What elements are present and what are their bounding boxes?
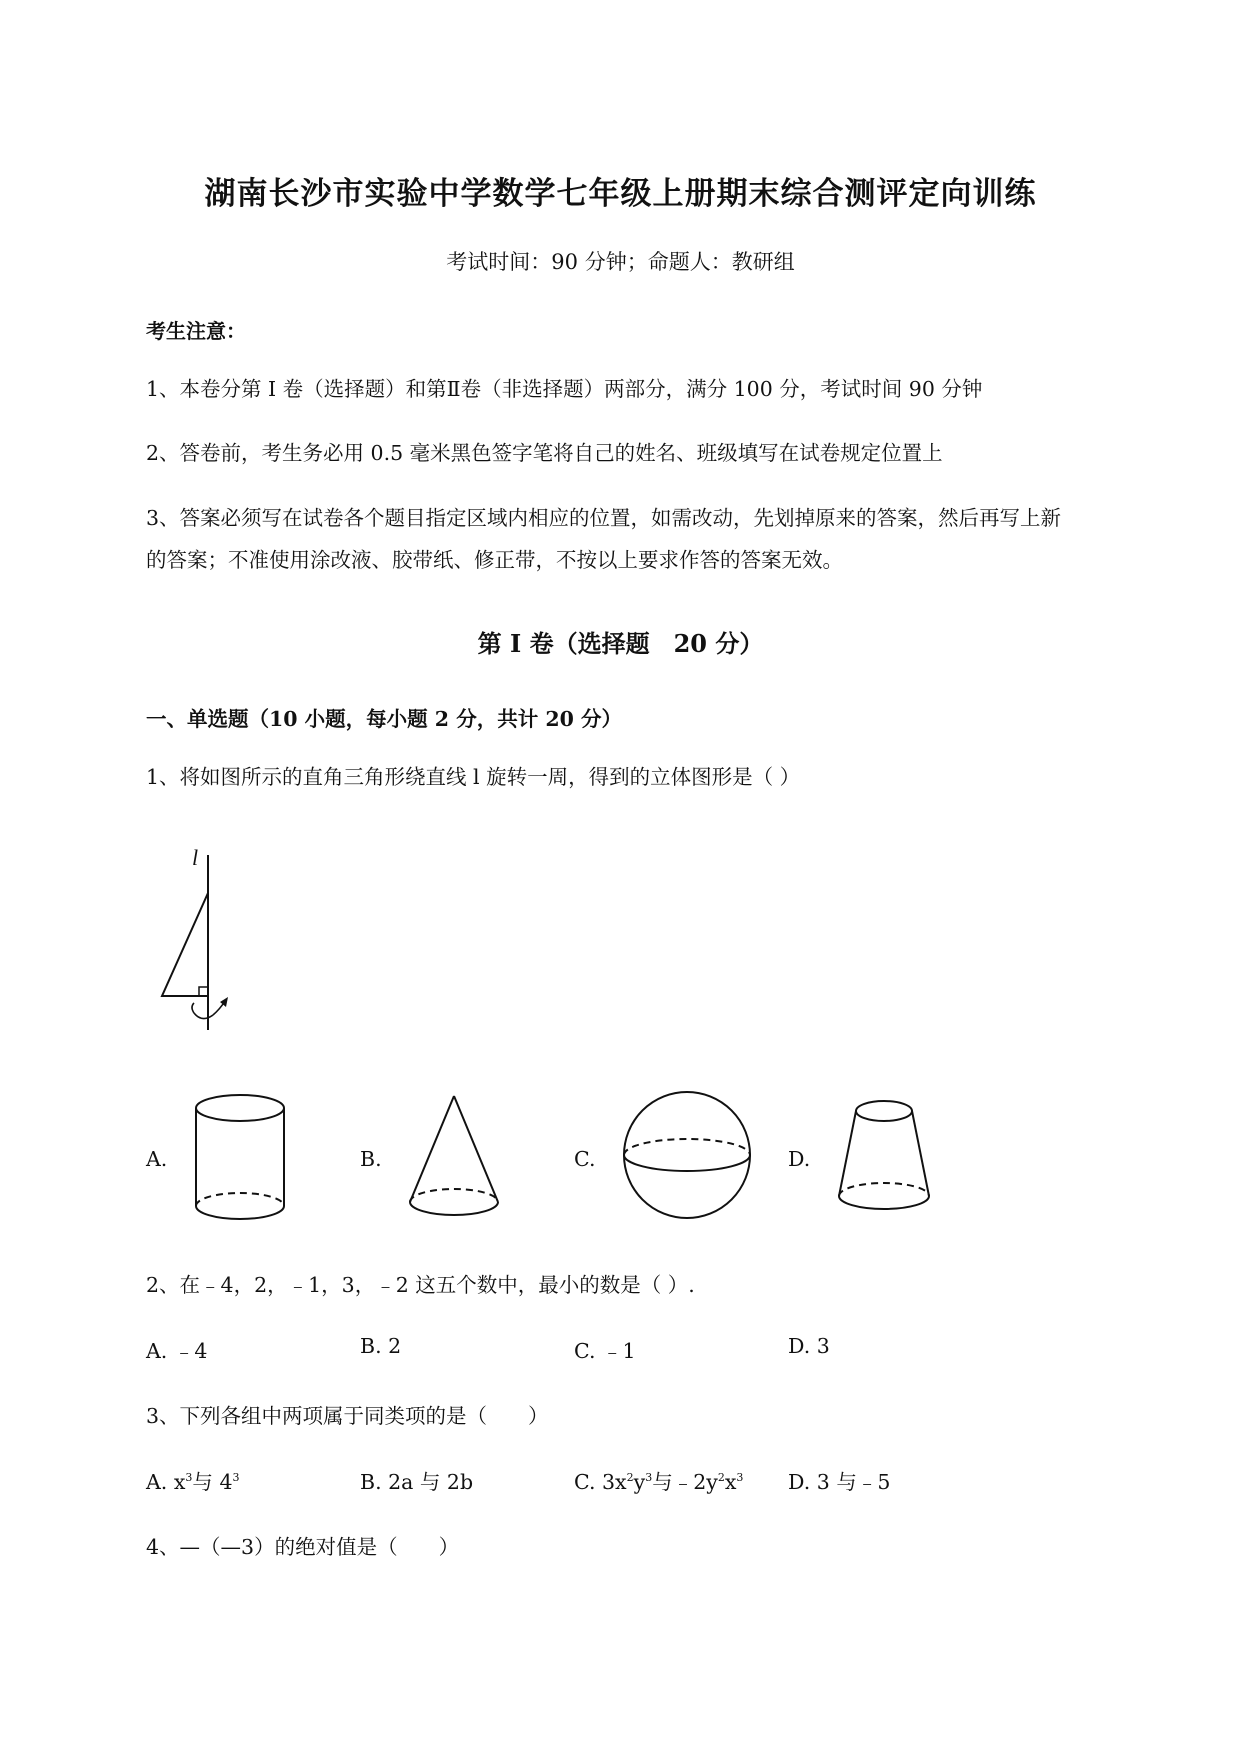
question-4-stem: 4、—（—3）的绝对值是（ ） [146, 1535, 460, 1559]
q1-option-c-label: C. [574, 1147, 596, 1171]
q3-option-b: B. 2a 与 2b [360, 1470, 474, 1494]
section-title: 第 I 卷（选择题 20 分） [477, 629, 764, 658]
cone-icon [404, 1090, 504, 1230]
q3-option-d: D. 3 与﹣5 [788, 1470, 891, 1494]
notice-item-3-line-2: 的答案；不准使用涂改液、胶带纸、修正带，不按以上要求作答的答案无效。 [146, 548, 843, 572]
q1-option-b-label: B. [360, 1147, 382, 1171]
notice-item-1: 1、本卷分第 I 卷（选择题）和第Ⅱ卷（非选择题）两部分，满分 100 分，考试时间 90 分钟 [146, 377, 983, 401]
q2-option-a: A. ﹣4 [146, 1339, 208, 1363]
q3-option-c: C. $3x^2y^3$与$﹣2y^2x^3$ [574, 1470, 744, 1494]
sphere-icon [620, 1088, 754, 1222]
q1-option-a-label: A. [146, 1147, 168, 1171]
question-2-stem: 2、在﹣4，2，﹣1，3，﹣2 这五个数中，最小的数是（ ）. [146, 1273, 695, 1297]
right-triangle-figure [150, 845, 250, 1045]
cylinder-icon [190, 1090, 290, 1230]
page-title: 湖南长沙市实验中学数学七年级上册期末综合测评定向训练 [204, 176, 1037, 212]
question-3-stem: 3、下列各组中两项属于同类项的是（ ） [146, 1404, 549, 1428]
part-heading: 一、单选题（10 小题，每小题 2 分，共计 20 分） [146, 707, 623, 731]
notice-heading: 考生注意： [146, 319, 246, 343]
question-1-stem: 1、将如图所示的直角三角形绕直线 l 旋转一周，得到的立体图形是（ ） [146, 765, 801, 789]
axis-label-l: l [192, 845, 199, 870]
notice-item-3-line-1: 3、答案必须写在试卷各个题目指定区域内相应的位置，如需改动，先划掉原来的答案，然后再写上新 [146, 506, 1062, 530]
q3-option-a: A. $x^3$与 $4^3$ [146, 1470, 240, 1494]
frustum-icon [834, 1098, 934, 1214]
q2-option-c: C. ﹣1 [574, 1339, 636, 1363]
q1-option-d-label: D. [788, 1147, 811, 1171]
notice-item-2: 2、答卷前，考生务必用 0.5 毫米黑色签字笔将自己的姓名、班级填写在试卷规定位置上 [146, 441, 943, 465]
exam-info: 考试时间：90 分钟；命题人：教研组 [446, 250, 795, 274]
q2-option-b: B. 2 [360, 1334, 402, 1358]
q2-option-d: D. 3 [788, 1334, 830, 1358]
